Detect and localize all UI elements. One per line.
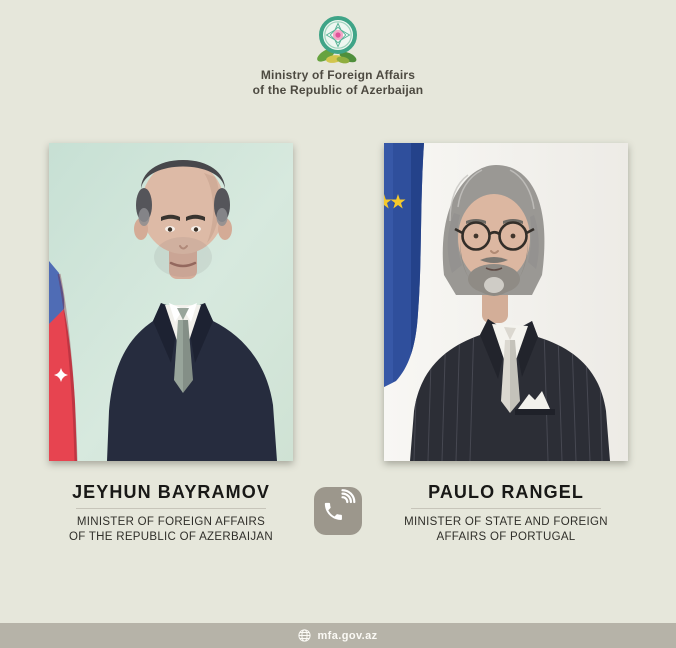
org-title [0,68,676,97]
right-person-role [384,515,628,545]
right-person-name: PAULO RANGEL [428,482,584,502]
phone-call-icon [314,487,362,535]
org-title-line2: of the Republic of Azerbaijan [252,82,424,97]
left-person-role [49,515,293,545]
name-divider [76,508,266,509]
left-person-label [49,482,293,545]
left-person-role-line1: MINISTER OF FOREIGN AFFAIRS [76,516,266,528]
org-title-line1: Ministry of Foreign Affairs [260,68,416,82]
right-person-role-line2: AFFAIRS OF PORTUGAL [436,531,576,543]
right-person-label [384,482,628,545]
right-person-role-line1: MINISTER OF STATE AND FOREIGN [404,516,608,528]
left-person-role-line2: OF THE REPUBLIC OF AZERBAIJAN [68,531,274,543]
footer-bar [0,623,676,648]
globe-icon [298,629,311,642]
portrait-jeyhun-bayramov [49,143,293,461]
left-person-name: JEYHUN BAYRAMOV [72,482,270,502]
footer-website: mfa.gov.az [317,629,378,642]
name-divider [411,508,601,509]
mfa-azerbaijan-emblem-icon [315,14,361,66]
header [0,14,676,97]
portrait-paulo-rangel [384,143,628,461]
